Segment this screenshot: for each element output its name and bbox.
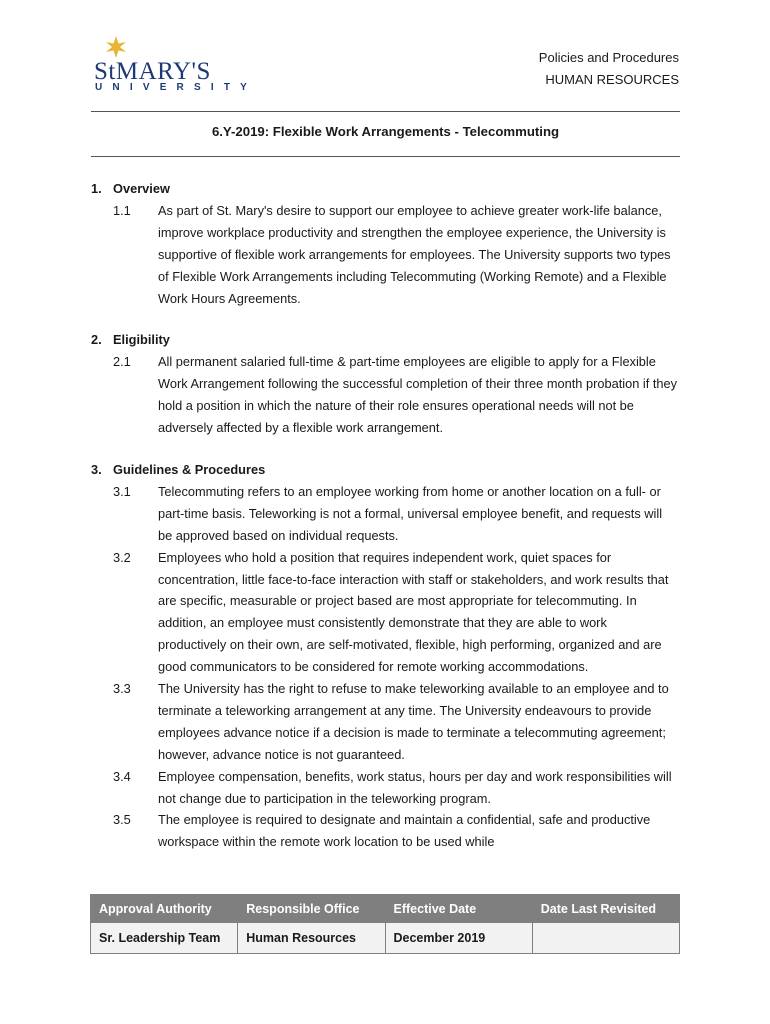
clause-text: As part of St. Mary's desire to support our employee to achieve greater work-life balance, improve workplace productivity and strengthen the employee experience, the University is supportive of flexible work arrangements for employees. The University supports two types of Flexible Work Arrangements including Telecommuting (Working Remote) and a Flexible Work Hours Agreements. <box>158 202 671 306</box>
clause-text: Telecommuting refers to an employee working from home or another location on a full- or part-time basis. Teleworking is not a formal, universal employee benefit, and requests will be approved based on individual requests. <box>158 483 663 543</box>
cell-effective-date: December 2019 <box>385 923 532 954</box>
title-divider <box>91 156 680 157</box>
clause-text: The employee is required to designate and maintain a confidential, safe and productive workspace within the remote work location to be used while <box>158 812 651 850</box>
section-number: 1. <box>91 181 102 196</box>
section-heading-text: Guidelines & Procedures <box>113 461 266 477</box>
approval-table-header-row <box>91 895 680 923</box>
header-divider <box>91 111 680 112</box>
section <box>91 178 691 309</box>
clause-text: All permanent salaried full-time & part-time employees are eligible to apply for a Flexible Work Arrangement following the successful completion of their three month probation if they hold a position in which the nature of their role ensures operational needs will not be adversely affected by a flexible work arrangement. <box>158 354 678 436</box>
logo-subtitle: UNIVERSITY <box>95 82 258 93</box>
logo-wordmark: StMARY'S <box>94 58 211 85</box>
clause-text: Employees who hold a position that requires independent work, quiet spaces for concentration, little face-to-face interaction with staff or stakeholders, and work results that are specific, measurable or project based are most appropriate for telecommuting. In addition, an employee must consistently demonstrate that they are able to work productively on their own, are self-motivated, flexible, high performing, organized and are good communicators to be considered for remote working accommodations. <box>158 549 669 675</box>
clause <box>91 809 691 853</box>
cell-date-last-revisited <box>532 923 679 954</box>
section <box>91 459 691 853</box>
policy-title: 6.Y-2019: Flexible Work Arrangements - Telecommuting <box>211 124 560 139</box>
section-number: 2. <box>91 332 102 348</box>
clause-number: 3.3 <box>113 681 131 697</box>
policy-body <box>91 178 691 873</box>
clause-number: 1.1 <box>113 202 131 218</box>
header-effective-date: Effective Date <box>385 895 532 923</box>
clause <box>91 200 691 310</box>
clause <box>91 481 691 547</box>
clause <box>91 351 691 439</box>
clause-number: 3.4 <box>113 768 131 784</box>
section-heading-text: Eligibility <box>113 332 170 348</box>
header-responsible-office: Responsible Office <box>238 895 385 923</box>
clause-number: 2.1 <box>113 354 131 370</box>
clause-number: 3.1 <box>113 483 131 499</box>
clause <box>91 678 691 766</box>
clause <box>91 766 691 810</box>
header-line-policies: Policies and Procedures <box>538 50 679 65</box>
clause-number: 3.2 <box>113 549 131 565</box>
header-date-last-revisited: Date Last Revisited <box>532 895 679 923</box>
cell-responsible-office: Human Resources <box>238 923 385 954</box>
approval-table-row <box>91 923 680 954</box>
star-icon <box>104 36 128 58</box>
section-heading <box>91 329 691 351</box>
clause-text: The University has the right to refuse to make teleworking available to an employee and to terminate a teleworking arrangement at any time. The University endeavours to provide employees advance notice if a decision is made to terminate a telecommuting agreement; however, advance notice is not guaranteed. <box>158 681 669 762</box>
clause-number: 3.5 <box>113 812 131 828</box>
section-heading-text: Overview <box>113 181 170 196</box>
clause <box>91 547 691 678</box>
section-heading <box>91 178 691 200</box>
clause-text: Employee compensation, benefits, work status, hours per day and work responsibilities will not change due to participation in the teleworking program. <box>158 768 672 806</box>
cell-approval-authority: Sr. Leadership Team <box>91 923 238 954</box>
header-line-department: HUMAN RESOURCES <box>545 72 679 87</box>
document-header <box>539 47 679 91</box>
section <box>91 329 691 439</box>
approval-table <box>90 894 680 954</box>
section-number: 3. <box>91 461 102 477</box>
header-approval-authority: Approval Authority <box>91 895 238 923</box>
section-heading <box>91 459 691 481</box>
